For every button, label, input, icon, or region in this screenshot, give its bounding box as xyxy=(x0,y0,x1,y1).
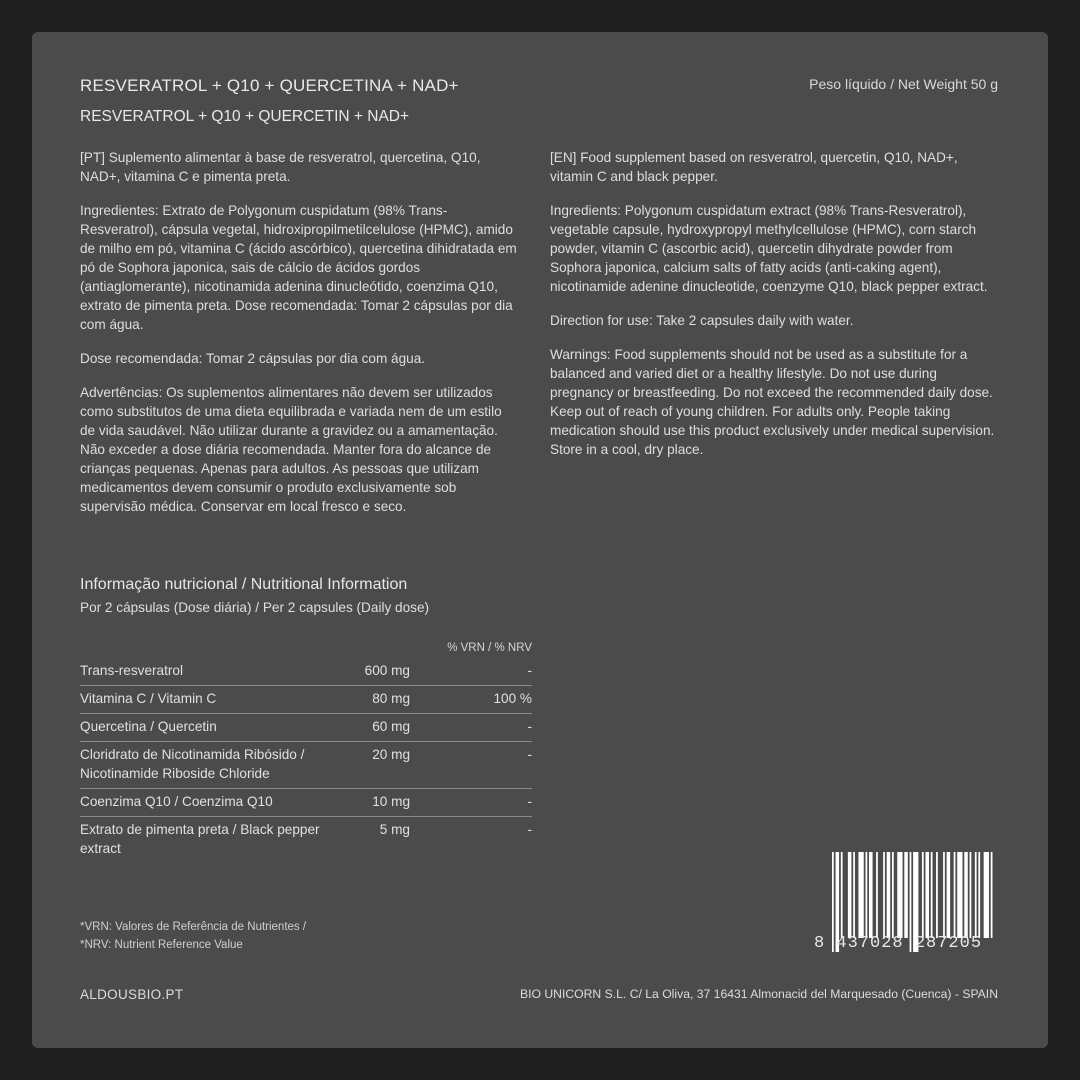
en-warnings: Warnings: Food supplements should not be used as a substitute for a balanced and varied diet or a healthy lifestyle. Do not use during pregnancy or breastfeeding. Do not exceed the recommended daily dose. Keep out of reach of young children. For adults only. People taking medication should use this product exclusively under medical supervision. Store in a cool, dry place. xyxy=(550,347,995,457)
nutrient-amount: 80 mg xyxy=(372,691,410,706)
footnote-nrv: *NRV: Nutrient Reference Value xyxy=(80,939,243,951)
en-direction: Direction for use: Take 2 capsules daily with water. xyxy=(550,313,854,328)
barcode-bar xyxy=(848,852,852,938)
nutrient-nrv: - xyxy=(527,747,532,762)
nutrition-title: Informação nutricional / Nutritional Information xyxy=(80,576,408,593)
english-text xyxy=(550,148,1000,474)
pt-ingredients: Ingredientes: Extrato de Polygonum cuspidatum (98% Trans-Resveratrol), cápsula vegetal, hidroxipropilmetilcelulose (HPMC), amido de milho em pó, vitamina C (ácido ascórbico), quercetina dihidratada em pó de Sophora japonica, sais de cálcio de ácidos gordos (antiaglomerante), nicotinamida adenina dinucleótido, coenzima Q10, extrato de pimenta preta. Dose recomendada: Tomar 2 cápsulas por dia com água. xyxy=(80,203,517,332)
nutrient-nrv: - xyxy=(527,663,532,678)
en-intro: [EN] Food supplement based on resveratrol, quercetin, Q10, NAD+, vitamin C and black pepper. xyxy=(550,150,958,184)
table-row xyxy=(80,714,532,742)
nutrient-amount: 10 mg xyxy=(372,794,410,809)
product-title-pt: RESVERATROL + Q10 + QUERCETINA + NAD+ xyxy=(80,76,459,95)
nutrition-subtitle: Por 2 cápsulas (Dose diária) / Per 2 capsules (Daily dose) xyxy=(80,600,430,615)
barcode-bar xyxy=(964,852,968,938)
barcode-bar xyxy=(866,852,868,938)
barcode-bar xyxy=(975,852,977,938)
website-link: ALDOUSBIO.PT xyxy=(80,987,184,1002)
barcode-bar xyxy=(978,852,980,938)
nutrient-nrv: - xyxy=(527,794,532,809)
nutrient-name: Trans-resveratrol xyxy=(80,663,183,678)
pt-warnings: Advertências: Os suplementos alimentares não devem ser utilizados como substitutos de uma dieta equilibrada e variada nem de um estilo de vida saudável. Não utilizar durante a gravidez ou a amamentação. Não exceder a dose diária recomendada. Manter fora do alcance de crianças pequenas. Apenas para adultos. As pessoas que utilizam medicamentos devem consumir o produto exclusivamente sob supervisão médica. Conservar em local fresco e seco. xyxy=(80,385,502,514)
barcode-bar xyxy=(892,852,894,938)
nutrient-nrv: - xyxy=(527,719,532,734)
barcode-bar xyxy=(991,852,993,938)
barcode-bar xyxy=(897,852,902,938)
barcode-bar xyxy=(947,852,951,938)
company-address: BIO UNICORN S.L. C/ La Oliva, 37 16431 Almonacid del Marquesado (Cuenca) - SPAIN xyxy=(519,987,998,1001)
table-row xyxy=(80,686,532,714)
product-title-en: RESVERATROL + Q10 + QUERCETIN + NAD+ xyxy=(80,108,410,125)
table-row xyxy=(80,658,532,686)
nutrient-name: Quercetina / Quercetin xyxy=(80,719,217,734)
nutrient-nrv: 100 % xyxy=(493,691,532,706)
barcode-bar xyxy=(841,852,843,938)
en-ingredients: Ingredients: Polygonum cuspidatum extract (98% Trans-Resveratrol), vegetable capsule, hydroxypropyl methylcellulose (HPMC), corn starch powder, vitamin C (ascorbic acid), quercetin dihydrate powder from Sophora japonica, calcium salts of fatty acids (anti-caking agent), nicotinamide adenine dinucleotide, coenzyme Q10, black pepper extract. xyxy=(550,203,988,294)
nutrient-name: Cloridrato de Nicotinamida Ribósido / Nicotinamide Riboside Chloride xyxy=(80,747,305,781)
nutrient-amount: 20 mg xyxy=(372,747,410,762)
pt-intro: [PT] Suplemento alimentar à base de resveratrol, quercetina, Q10, NAD+, vitamina C e pimenta preta. xyxy=(80,150,481,184)
nutrient-nrv: - xyxy=(527,822,532,837)
nutrient-name: Vitamina C / Vitamin C xyxy=(80,691,217,706)
portuguese-text xyxy=(80,148,520,531)
barcode-bar xyxy=(931,852,933,938)
barcode-bar xyxy=(957,852,962,938)
barcode-number: 8 437028 287205 xyxy=(814,934,983,953)
nutrient-name: Extrato de pimenta preta / Black pepper extract xyxy=(80,822,320,856)
barcode-bar xyxy=(858,852,863,938)
nutrient-name: Coenzima Q10 / Coenzima Q10 xyxy=(80,794,273,809)
table-row xyxy=(80,742,532,789)
barcode-bar xyxy=(970,852,972,938)
barcode-bar xyxy=(883,852,885,938)
barcode-bar xyxy=(922,852,924,938)
nutrition-table xyxy=(80,658,532,863)
barcode-bar xyxy=(984,852,989,938)
barcode-bar xyxy=(925,852,929,938)
table-row xyxy=(80,789,532,817)
barcode-bar xyxy=(943,852,945,938)
nutrient-amount: 5 mg xyxy=(379,822,410,837)
barcode-bar xyxy=(869,852,873,938)
barcode-bar xyxy=(904,852,908,938)
label-panel xyxy=(32,32,1048,1048)
barcode-bar xyxy=(954,852,956,938)
nutrient-amount: 60 mg xyxy=(372,719,410,734)
barcode-bar xyxy=(936,852,938,938)
pt-dose: Dose recomendada: Tomar 2 cápsulas por dia com água. xyxy=(80,351,426,366)
net-weight: Peso líquido / Net Weight 50 g xyxy=(809,76,998,92)
nutrition-footnote xyxy=(80,918,306,954)
barcode-bar xyxy=(887,852,891,938)
barcode-bar xyxy=(876,852,878,938)
nrv-column-header: % VRN / % NRV xyxy=(447,642,532,654)
barcode-bar xyxy=(853,852,855,938)
nutrient-amount: 600 mg xyxy=(364,663,410,678)
table-row xyxy=(80,817,532,864)
footnote-vrn: *VRN: Valores de Referência de Nutrientes / xyxy=(80,921,307,933)
